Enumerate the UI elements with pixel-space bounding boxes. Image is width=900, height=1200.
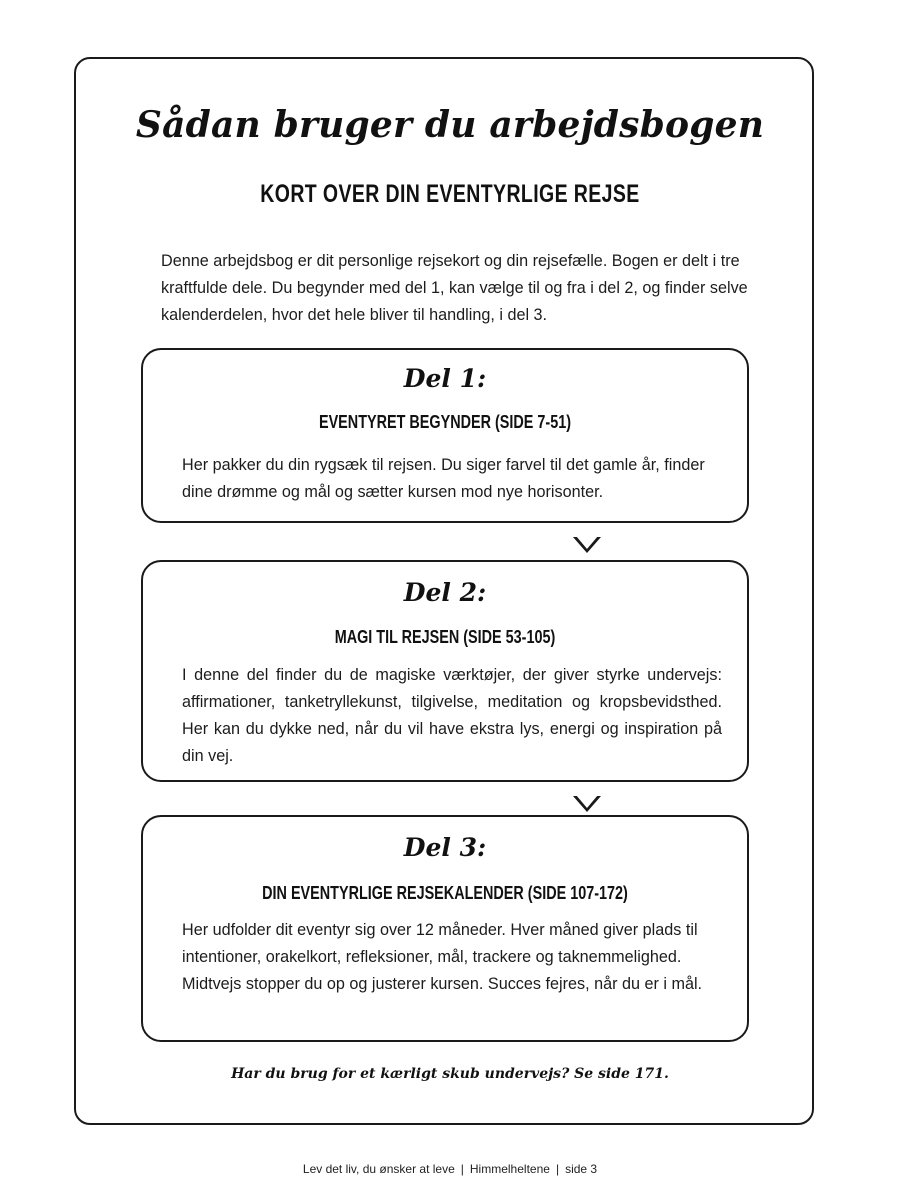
page-title: Sådan bruger du arbejdsbogen bbox=[135, 104, 765, 146]
footer-page-number: side 3 bbox=[565, 1162, 598, 1176]
page-subtitle: KORT OVER DIN EVENTYRLIGE REJSE bbox=[260, 180, 640, 208]
section-label: Del 2: bbox=[403, 578, 487, 607]
help-note: Har du brug for et kærligt skub undervejs? Se side 171. bbox=[231, 1066, 669, 1082]
footer-author: Himmelheltene bbox=[469, 1162, 550, 1176]
section-text: I denne del finder du de magiske værktøjer, der giver styrke undervejs: affirmationer, tanketryllekunst, tilgivelse, meditation og kropsbevidsthed. Her kan du dykke ned, når du vil have ekstra lys, energi og inspiration på din vej. bbox=[182, 666, 722, 765]
section-heading: EVENTYRET BEGYNDER (SIDE 7-51) bbox=[318, 412, 572, 432]
footer-separator: | bbox=[460, 1162, 464, 1176]
section-bubble-2 bbox=[141, 560, 749, 782]
section-label: Del 1: bbox=[403, 364, 487, 393]
section-text: Her udfolder dit eventyr sig over 12 måneder. Hver måned giver plads til intentioner, orakelkort, refleksioner, mål, trackere og taknemmelighed. Midtvejs stopper du op og justerer kursen. Succes fejres, når du er i mål. bbox=[182, 921, 703, 993]
section-heading: MAGI TIL REJSEN (SIDE 53-105) bbox=[334, 627, 556, 647]
section-heading: DIN EVENTYRLIGE REJSEKALENDER (SIDE 107-172) bbox=[262, 883, 628, 903]
page-footer bbox=[0, 1162, 900, 1176]
footer-separator: | bbox=[555, 1162, 560, 1176]
section-bubble-3 bbox=[141, 815, 749, 1042]
section-text: Her pakker du din rygsæk til rejsen. Du siger farvel til det gamle år, finder dine drømme og mål og sætter kursen mod nye horisonter. bbox=[182, 456, 705, 501]
intro-paragraph: Denne arbejdsbog er dit personlige rejsekort og din rejsefælle. Bogen er delt i tre kraftfulde dele. Du begynder med del 1, kan vælge til og fra i del 2, og finder selve kalenderdelen, hvor det hele bliver til handling, i del 3. bbox=[161, 252, 748, 324]
section-bubble-1 bbox=[141, 348, 749, 523]
section-label: Del 3: bbox=[403, 833, 487, 862]
footer-book-title: Lev det liv, du ønsker at leve bbox=[302, 1162, 455, 1176]
